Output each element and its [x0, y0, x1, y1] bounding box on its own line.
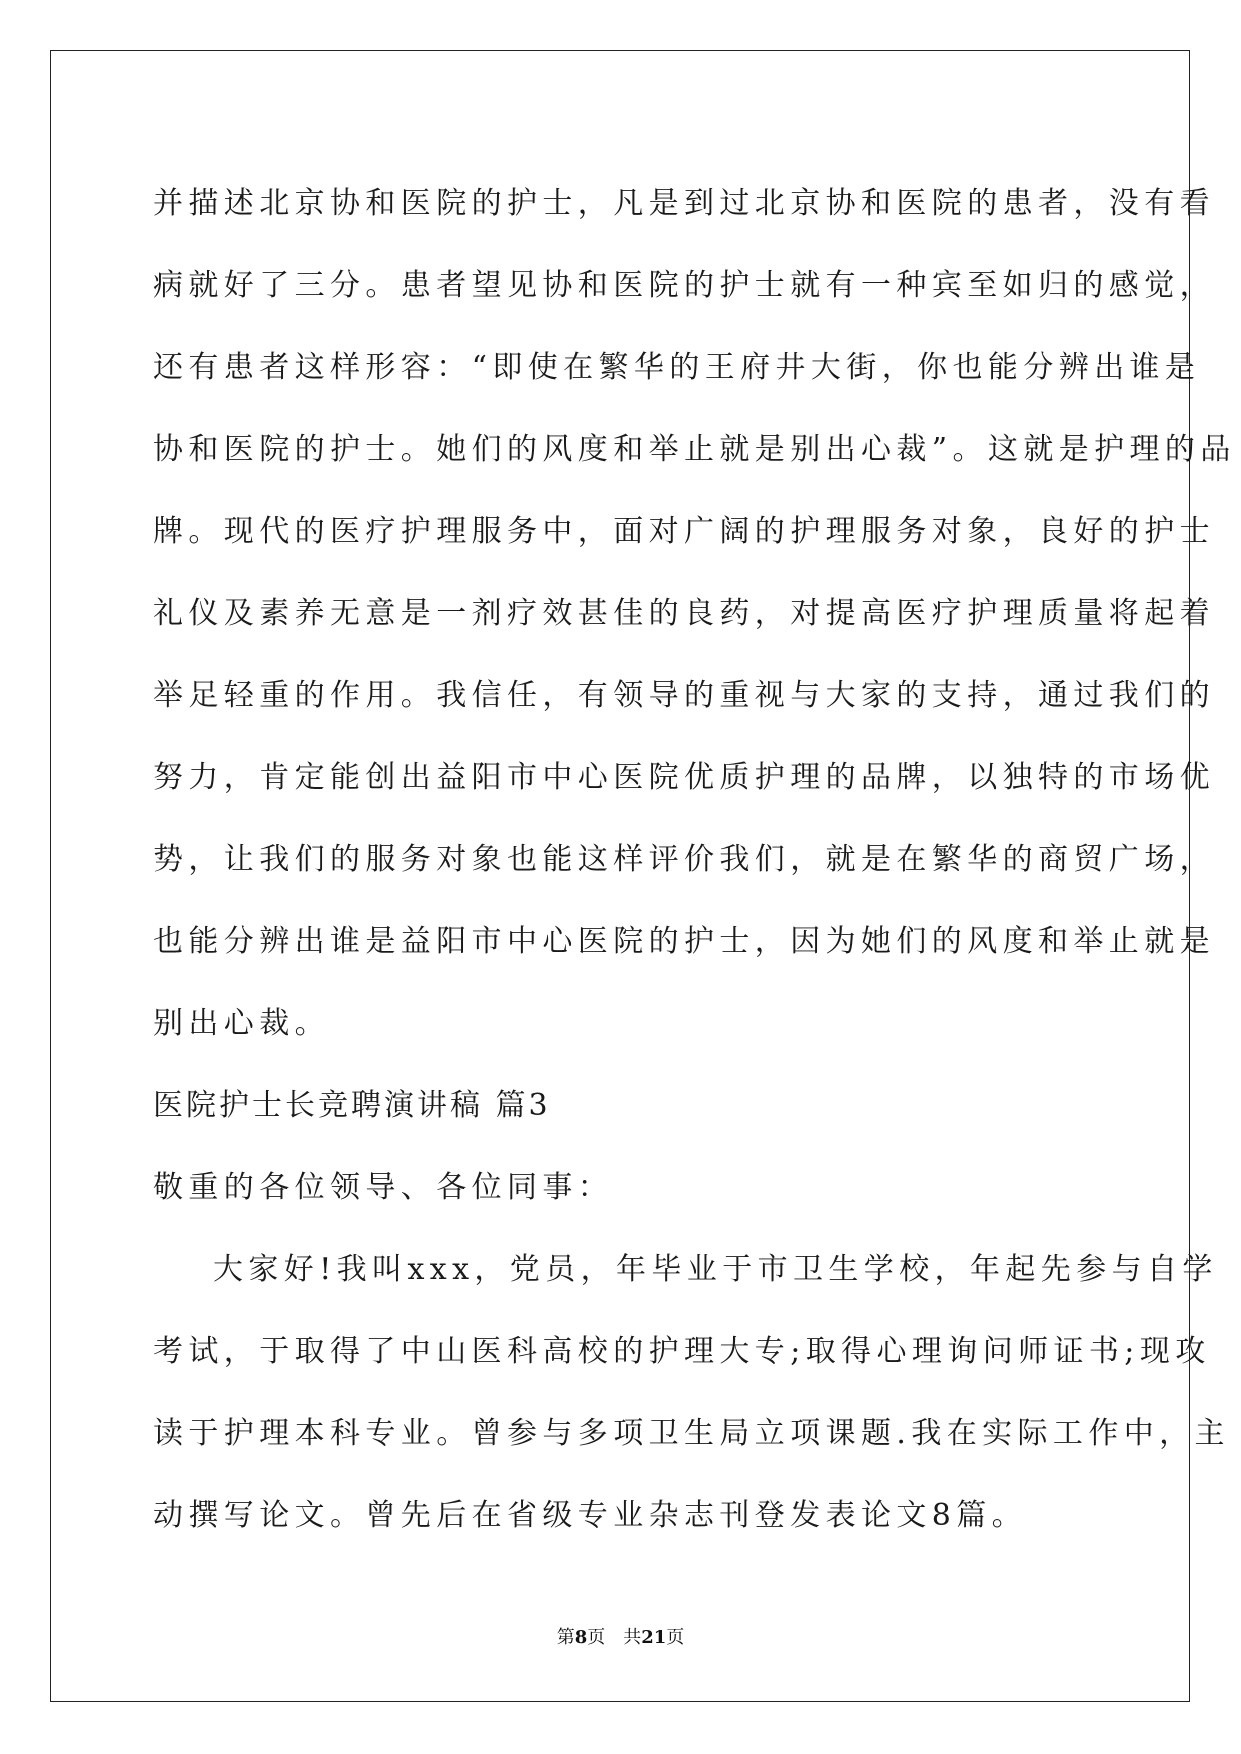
- text-line: 礼仪及素养无意是一剂疗效甚佳的良药，对提高医疗护理质量将起着: [153, 596, 1215, 631]
- text-line: 协和医院的护士。她们的风度和举止就是别出心裁”。这就是护理的品: [153, 432, 1236, 467]
- text-line: 举足轻重的作用。我信任，有领导的重视与大家的支持，通过我们的: [153, 678, 1215, 713]
- page-prefix: 第: [556, 1627, 575, 1648]
- text-line: 还有患者这样形容：“即使在繁华的王府井大街，你也能分辨出谁是: [153, 350, 1201, 385]
- section-heading: 医院护士长竞聘演讲稿 篇3: [153, 1088, 551, 1123]
- document-body: [153, 163, 1236, 1557]
- text-line: 努力，肯定能创出益阳市中心医院优质护理的品牌，以独特的市场优: [153, 760, 1215, 795]
- page-unit: 页: [587, 1627, 606, 1648]
- paragraph-continued: [153, 163, 1236, 1065]
- text-line: 考试，于取得了中山医科高校的护理大专;取得心理询问师证书;现攻: [153, 1334, 1211, 1369]
- current-page-number: 8: [574, 1627, 588, 1648]
- page-footer: [0, 1623, 1241, 1649]
- total-unit: 页: [666, 1627, 685, 1648]
- text-line: 病就好了三分。患者望见协和医院的护士就有一种宾至如归的感觉，: [153, 268, 1215, 303]
- paragraph-introduction: [153, 1229, 1230, 1557]
- text-line: 动撰写论文。曾先后在省级专业杂志刊登发表论文8篇。: [153, 1498, 1028, 1533]
- text-line: 大家好!我叫xxx，党员，年毕业于市卫生学校，年起先参与自学: [213, 1252, 1218, 1287]
- total-prefix: 共: [623, 1627, 642, 1648]
- text-line: 并描述北京协和医院的护士，凡是到过北京协和医院的患者，没有看: [153, 186, 1215, 221]
- text-line: 读于护理本科专业。曾参与多项卫生局立项课题.我在实际工作中，主: [153, 1416, 1230, 1451]
- text-line: 也能分辨出谁是益阳市中心医院的护士，因为她们的风度和举止就是: [153, 924, 1215, 959]
- text-line: 势，让我们的服务对象也能这样评价我们，就是在繁华的商贸广场，: [153, 842, 1215, 877]
- text-line: 别出心裁。: [153, 1006, 330, 1041]
- total-page-count: 21: [641, 1627, 667, 1648]
- salutation: 敬重的各位领导、各位同事：: [153, 1170, 614, 1205]
- text-line: 牌。现代的医疗护理服务中，面对广阔的护理服务对象，良好的护士: [153, 514, 1215, 549]
